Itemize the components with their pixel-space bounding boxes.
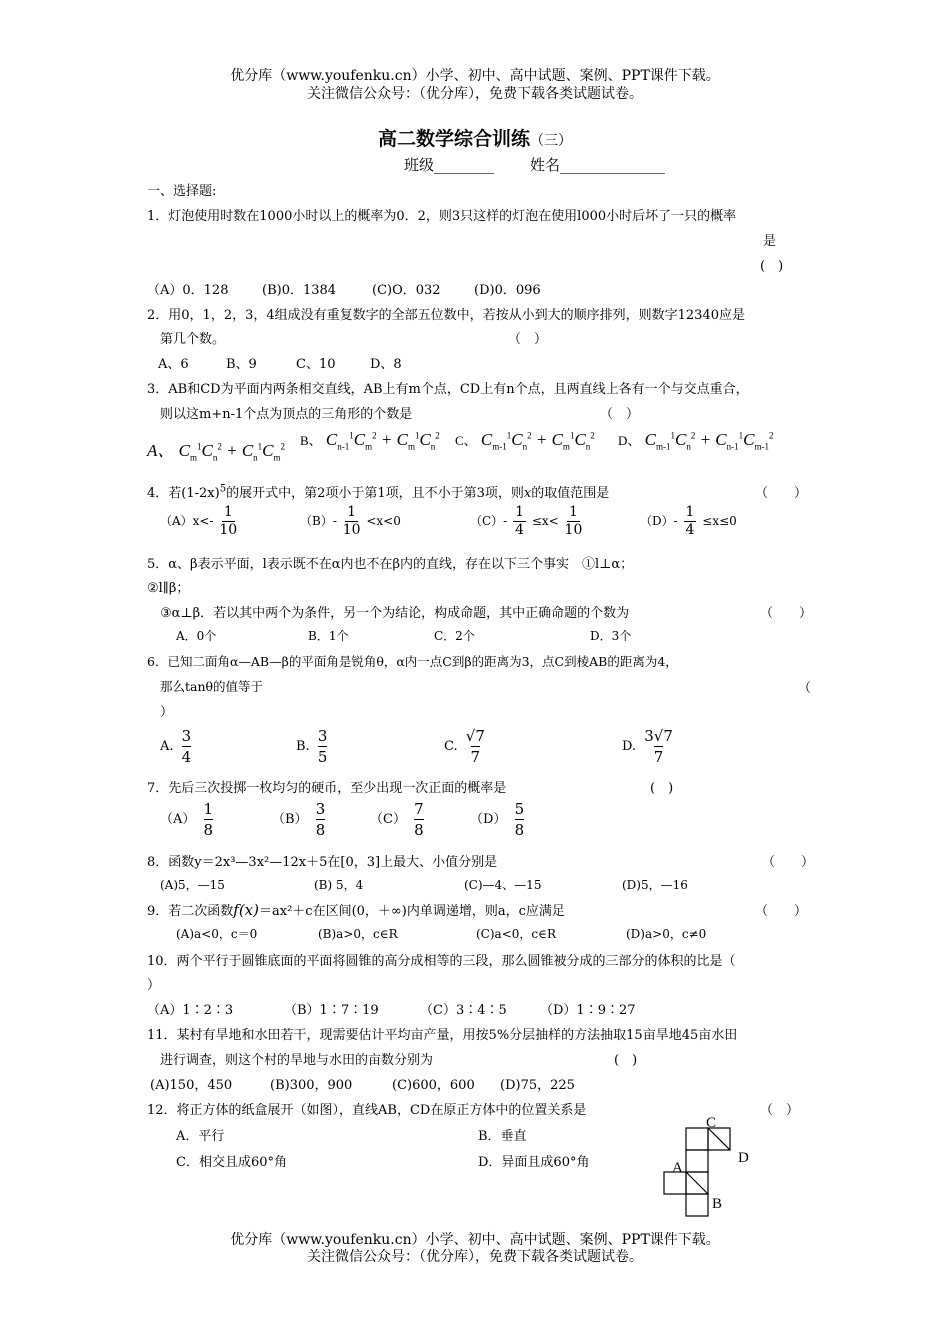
line-cd (708, 1128, 730, 1150)
title-sub: （三） (530, 133, 572, 149)
label-a: A (672, 1160, 683, 1176)
section-heading: 一、选择题: (147, 184, 217, 199)
net-square (686, 1150, 708, 1172)
q5-paren: （ ） (760, 606, 813, 621)
q1-paren: ( ) (760, 259, 784, 274)
q5-line-1: 5．α、β表示平面，l表示既不在α内也不在β内的直线，存在以下三个事实 ①l⊥α； (147, 557, 634, 572)
q12-paren: （ ） (760, 1103, 800, 1118)
q12-option-b: B．垂直 (478, 1129, 527, 1144)
q10-option-d: （D）1∶9∶27 (540, 1003, 636, 1018)
q3-cont: 则以这m+n-1个点为顶点的三角形的个数是 (160, 407, 413, 422)
q9-option-d: (D)a>0，c≠0 (626, 927, 707, 941)
q8-option-c: (C)—4、—15 (464, 878, 542, 892)
q6-option-a: A. $\frac{3}{4}$ (160, 727, 192, 766)
q6-line-2: 那么tanθ的值等于 (160, 679, 264, 694)
footer-line-2: 关注微信公众号：（优分库），免费下载各类试题试卷。 (307, 1249, 643, 1265)
label-d: D (738, 1150, 749, 1166)
line-ab (686, 1172, 708, 1194)
q10-option-a: （A）1∶2∶3 (147, 1003, 234, 1018)
q3-paren: （ ） (600, 407, 640, 422)
q9-paren: （ ） (755, 904, 808, 919)
header-line-2: 关注微信公众号：（优分库），免费下载各类试题试卷。 (307, 86, 643, 102)
q3-option-a: A、 $C_m^1C_n^2 + C_n^1C_m^2$ (147, 441, 286, 463)
fraction: $\frac{3}{8}$ (315, 800, 326, 839)
net-square (686, 1194, 708, 1216)
q4-text: 4．若$(1-2x)^5$的展开式中，第2项小于第1项，且不小于第3项，则x的取值范围是 (147, 483, 610, 501)
q8-option-d: (D)5，—16 (622, 878, 688, 892)
q1-option-b: (B)0．1384 (262, 283, 337, 298)
q12-option-a: A．平行 (176, 1129, 225, 1144)
q2-option-c: C、10 (296, 357, 336, 372)
cube-net-figure (650, 1110, 770, 1220)
q11-option-b: (B)300，900 (270, 1078, 353, 1093)
q2-text: 2．用0，1，2，3，4组成没有重复数字的全部五位数中，若按从小到大的顺序排列，则数字12340应是 (147, 308, 745, 323)
class-label: 班级________ (404, 156, 495, 174)
fraction: $\frac{√7}{7}$ (465, 727, 485, 766)
q4-option-d: （D）- $\frac{1}{4}$ ≤x≤0 (640, 504, 737, 538)
q1-option-a: （A）0．128 (147, 283, 229, 298)
q2-option-d: D、8 (370, 357, 402, 372)
q9-text: 9．若二次函数f(x)＝ax²＋c在区间(0，＋∞)内单调递增，则a，c应满足 (147, 901, 565, 919)
fraction: $\frac{1}{10}$ (219, 504, 238, 538)
q11-option-d: (D)75，225 (500, 1078, 575, 1093)
q6-paren-left: （ (798, 681, 812, 696)
q9-option-c: (C)a<0，c∈R (476, 927, 557, 941)
q4-option-c: （C）- $\frac{1}{4}$ ≤x< $\frac{1}{10}$ (470, 504, 583, 538)
q8-option-b: (B) 5，4 (314, 878, 364, 892)
q1-cont: 是 (763, 234, 777, 249)
fraction: $\frac{3}{4}$ (181, 727, 192, 766)
q5-line-3: ③α⊥β．若以其中两个为条件，另一个为结论，构成命题，其中正确命题的个数为 (160, 606, 630, 621)
q11-option-a: (A)150，450 (150, 1078, 233, 1093)
q3-text: 3．AB和CD为平面内两条相交直线，AB上有m个点，CD上有n个点，且两直线上各有一个与交点重合， (147, 382, 749, 397)
q12-text: 12．将正方体的纸盒展开（如图），直线AB，CD在原正方体中的位置关系是 (147, 1103, 587, 1118)
fraction: $\frac{3}{5}$ (317, 727, 328, 766)
q7-paren: ( ) (650, 781, 674, 796)
q5-option-c: C．2个 (434, 629, 475, 643)
q5-option-a: A．0个 (176, 629, 217, 643)
fraction: $\frac{7}{8}$ (414, 800, 424, 839)
q11-cont: 进行调查，则这个村的旱地与水田的亩数分别为 (160, 1053, 434, 1068)
q11-text: 11．某村有旱地和水田若干，现需要估计平均亩产量，用按5%分层抽样的方法抽取15亩旱地45亩水田 (147, 1028, 738, 1043)
q5-line-2: ②l∥β； (147, 581, 190, 596)
q8-paren: （ ） (762, 855, 815, 870)
q1-option-c: (C)O．032 (372, 283, 441, 298)
q7-option-c: （C） $\frac{7}{8}$ (370, 800, 424, 839)
fraction: $\frac{1}{4}$ (515, 504, 524, 538)
q3-option-b: $^{B、}$ $C_{n-1}^1C_m^2 + C_m^1C_n^2$ (300, 430, 440, 452)
label-c: C (706, 1115, 717, 1131)
q7-option-a: （A） $\frac{1}{8}$ (160, 800, 214, 839)
q2-option-b: B、9 (226, 357, 257, 372)
q4-option-a: （A）x<- $\frac{1}{10}$ (160, 504, 238, 538)
q9-option-b: (B)a>0，c∈R (318, 927, 398, 941)
q1-text: 1．灯泡使用时数在1000小时以上的概率为0．2，则3只这样的灯泡在使用l000小时后坏了一只的概率 (147, 209, 737, 224)
net-square (686, 1128, 708, 1150)
q4-option-b: （B）- $\frac{1}{10}$ <x<0 (300, 504, 401, 538)
q6-option-d: D. $\frac{3√7}{7}$ (622, 727, 673, 766)
fraction: $\frac{1}{4}$ (685, 504, 695, 538)
q7-option-b: （B） $\frac{3}{8}$ (272, 800, 326, 839)
q10-option-c: （C）3∶4∶5 (420, 1003, 507, 1018)
q3-option-d: $^{D、}$ $C_{m-1}^1C_n^2 + C_{n-1}^1C_{m-1}^2$ (618, 430, 774, 452)
q6-paren-right: ） (160, 705, 174, 720)
q3-option-c: $^{C、}$ $C_{m-1}^1C_n^2 + C_m^1C_n^2$ (455, 430, 595, 452)
page-title (0, 124, 950, 151)
q2-paren: （ ） (508, 332, 548, 347)
q12-option-c: C．相交且成60°角 (176, 1155, 287, 1170)
q4-paren: （ ） (755, 486, 808, 501)
q2-cont: 第几个数。 (160, 332, 226, 347)
q6-option-b: B. $\frac{3}{5}$ (296, 727, 328, 766)
q8-option-a: (A)5，—15 (160, 878, 225, 892)
q5-option-d: D．3个 (590, 629, 632, 643)
q2-option-a: A、6 (158, 357, 189, 372)
q8-text: 8．函数y＝2x³—3x²—12x＋5在[0，3]上最大、小值分别是 (147, 855, 498, 870)
fraction: $\frac{1}{8}$ (203, 800, 214, 839)
q5-option-b: B．1个 (308, 629, 349, 643)
title-main: 高二数学综合训练 (377, 128, 530, 150)
q9-option-a: (A)a<0，c＝0 (176, 927, 258, 941)
name-label: 姓名______________ (530, 156, 666, 174)
q1-option-d: (D)0．096 (474, 283, 541, 298)
q11-paren: ( ) (614, 1053, 638, 1068)
q6-option-c: C. $\frac{√7}{7}$ (444, 727, 485, 766)
fraction: $\frac{3√7}{7}$ (644, 727, 673, 766)
q11-option-c: (C)600，600 (392, 1078, 475, 1093)
q6-line-1: 6．已知二面角α—AB—β的平面角是锐角θ，α内一点C到β的距离为3，点C到棱AB的距离为4， (147, 654, 678, 669)
fraction: $\frac{5}{8}$ (514, 800, 525, 839)
fraction: $\frac{1}{10}$ (564, 504, 583, 538)
q7-text: 7．先后三次投掷一枚均匀的硬币，至少出现一次正面的概率是 (147, 781, 507, 796)
q7-option-d: （D） $\frac{5}{8}$ (470, 800, 525, 839)
label-b: B (712, 1196, 723, 1212)
q10-cont: ） (147, 978, 161, 993)
q12-option-d: D．异面且成60°角 (478, 1155, 590, 1170)
q10-text: 10．两个平行于圆锥底面的平面将圆锥的高分成相等的三段，那么圆锥被分成的三部分的体积的比是（ (147, 954, 736, 969)
footer-line-1: 优分库（www.youfenku.cn）小学、初中、高中试题、案例、PPT课件下载。 (230, 1232, 720, 1248)
header-line-1: 优分库（www.youfenku.cn）小学、初中、高中试题、案例、PPT课件下载。 (230, 68, 720, 84)
fraction: $\frac{1}{10}$ (342, 504, 361, 538)
q10-option-b: （B）1∶7∶19 (284, 1003, 379, 1018)
